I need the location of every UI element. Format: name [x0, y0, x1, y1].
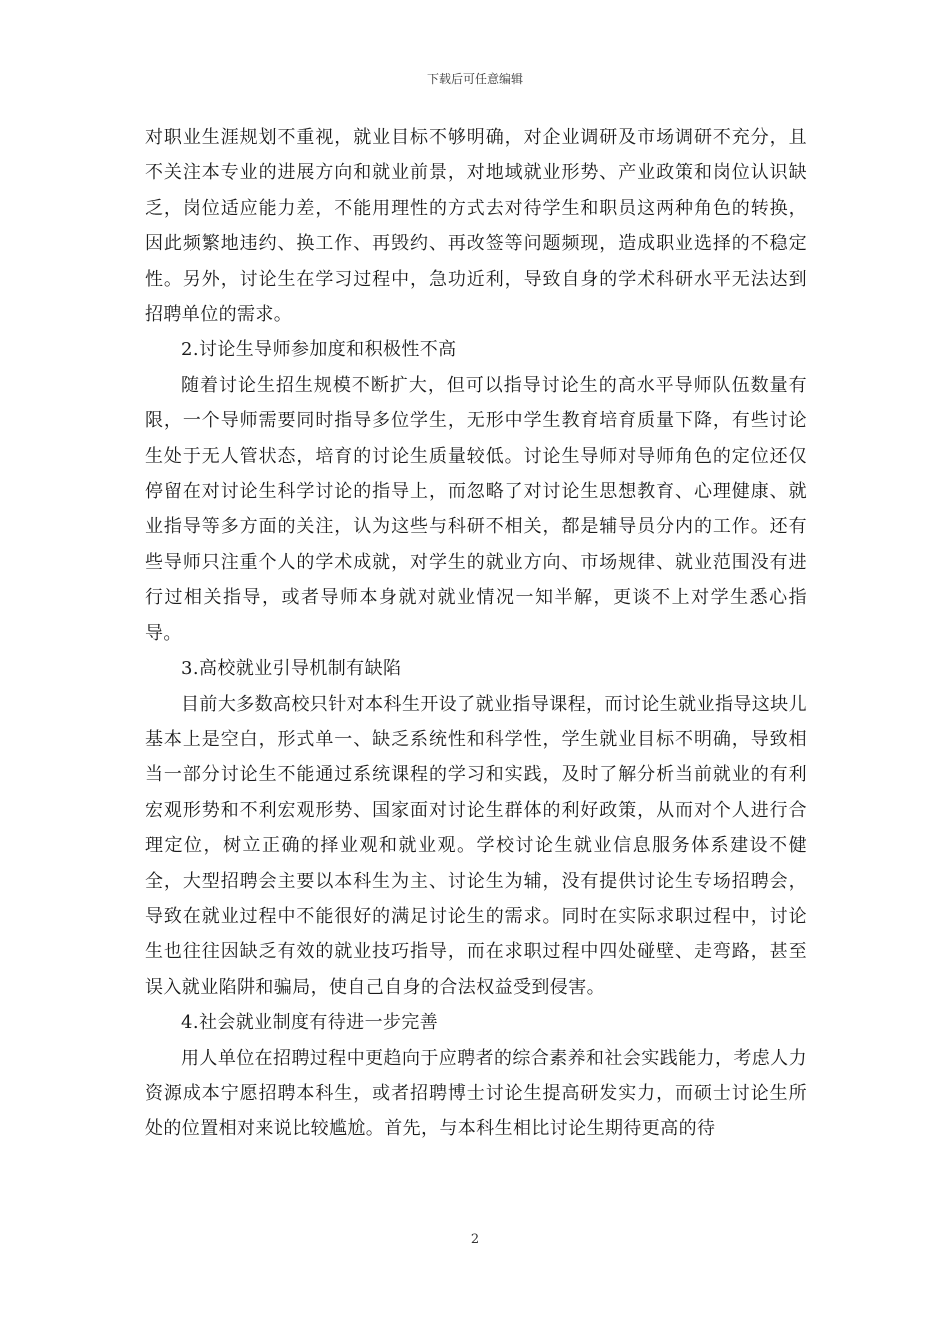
- section-heading-4: 4.社会就业制度有待进一步完善: [181, 1012, 439, 1034]
- section-heading-2: 2.讨论生导师参加度和积极性不高: [181, 339, 457, 361]
- paragraph-social-system: 用人单位在招聘过程中更趋向于应聘者的综合素养和社会实践能力，考虑人力资源成本宁愿招聘本科生，或者招聘博士讨论生提高研发实力，而硕士讨论生所处的位置相对来说比较尴尬。首先，与本科生相比讨论生期待更高的待: [145, 1047, 807, 1140]
- page-header: 下载后可任意编辑: [426, 72, 523, 86]
- paragraph-continued: 对职业生涯规划不重视，就业目标不够明确，对企业调研及市场调研不充分，且不关注本专业的进展方向和就业前景，对地域就业形势、产业政策和岗位认识缺乏，岗位适应能力差，不能用理性的方式去对待学生和职员这两种角色的转换，因此频繁地违约、换工作、再毁约、再改签等问题频现，造成职业选择的不稳定性。另外，讨论生在学习过程中，急功近利，导致自身的学术科研水平无法达到招聘单位的需求。: [145, 127, 807, 326]
- page-number: 2: [470, 1232, 480, 1247]
- paragraph-advisor-participation: 随着讨论生招生规模不断扩大，但可以指导讨论生的高水平导师队伍数量有限，一个导师需要同时指导多位学生，无形中学生教育培育质量下降，有些讨论生处于无人管状态，培育的讨论生质量较低。讨论生导师对导师角色的定位还仅停留在对讨论生科学讨论的指导上，而忽略了对讨论生思想教育、心理健康、就业指导等多方面的关注，认为这些与科研不相关，都是辅导员分内的工作。还有些导师只注重个人的学术成就，对学生的就业方向、市场规律、就业范围没有进行过相关指导，或者导师本身就对就业情况一知半解，更谈不上对学生悉心指导。: [145, 374, 807, 644]
- document-body: [145, 120, 807, 1147]
- section-heading-3: 3.高校就业引导机制有缺陷: [181, 658, 402, 680]
- paragraph-employment-guidance: 目前大多数高校只针对本科生开设了就业指导课程，而讨论生就业指导这块儿基本上是空白，形式单一、缺乏系统性和科学性，学生就业目标不明确，导致相当一部分讨论生不能通过系统课程的学习和实践，及时了解分析当前就业的有利宏观形势和不利宏观形势、国家面对讨论生群体的利好政策，从而对个人进行合理定位，树立正确的择业观和就业观。学校讨论生就业信息服务体系建设不健全，大型招聘会主要以本科生为主、讨论生为辅，没有提供讨论生专场招聘会，导致在就业过程中不能很好的满足讨论生的需求。同时在实际求职过程中，讨论生也往往因缺乏有效的就业技巧指导，而在求职过程中四处碰壁、走弯路，甚至误入就业陷阱和骗局，使自己自身的合法权益受到侵害。: [145, 693, 807, 998]
